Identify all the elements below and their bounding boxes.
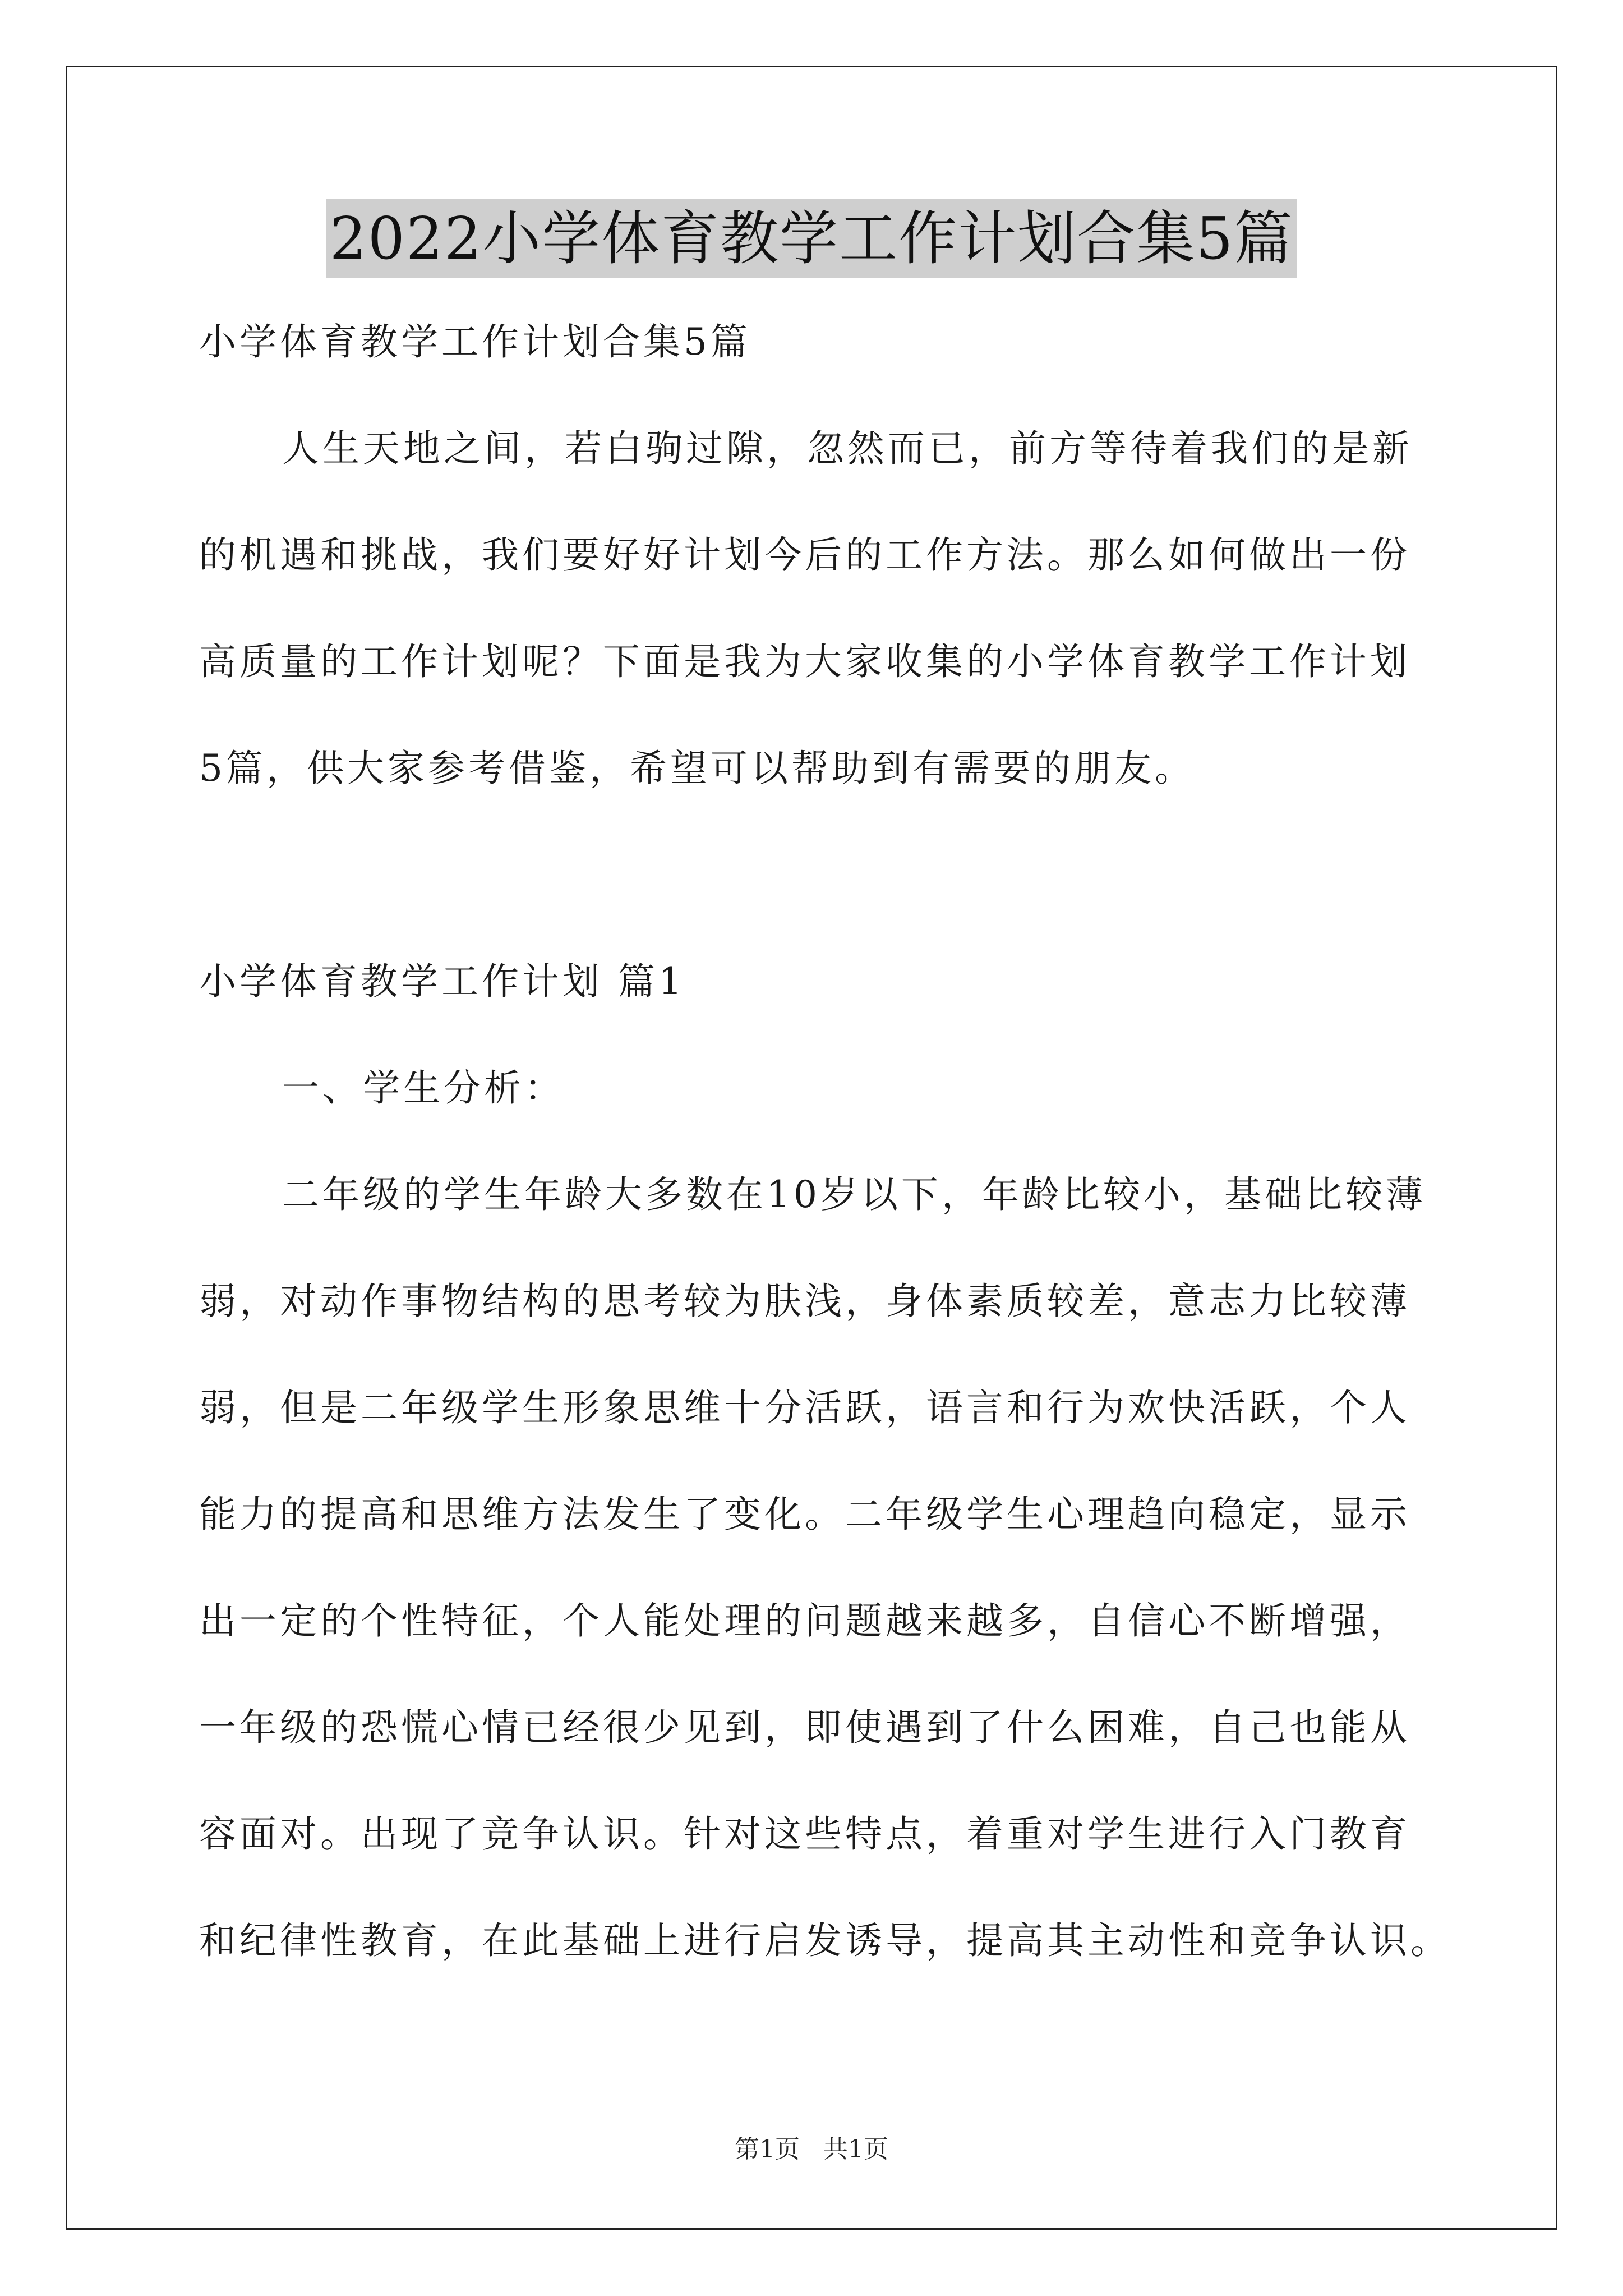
subsection-heading: 一、学生分析：: [282, 1066, 565, 1110]
paragraph-line: 高质量的工作计划呢？下面是我为大家收集的小学体育教学工作计划: [199, 640, 1410, 683]
paragraph-line: 弱，对动作事物结构的思考较为肤浅，身体素质较差，意志力比较薄: [199, 1280, 1410, 1323]
paragraph-line: 容面对。出现了竞争认识。针对这些特点，着重对学生进行入门教育: [199, 1812, 1410, 1856]
paragraph-line: 出一定的个性特征，个人能处理的问题越来越多，自信心不断增强，: [199, 1599, 1410, 1642]
paragraph-line: 能力的提高和思维方法发生了变化。二年级学生心理趋向稳定，显示: [199, 1493, 1410, 1536]
paragraph-line: 5篇，供大家参考借鉴，希望可以帮助到有需要的朋友。: [199, 747, 1195, 790]
document-title: 2022小学体育教学工作计划合集5篇: [326, 199, 1297, 278]
paragraph-line: 和纪律性教育，在此基础上进行启发诱导，提高其主动性和竞争认识。: [199, 1919, 1451, 1962]
paragraph-line: 弱，但是二年级学生形象思维十分活跃，语言和行为欢快活跃，个人: [199, 1386, 1410, 1429]
section-heading: 小学体育教学工作计划 篇1: [199, 960, 685, 1003]
paragraph-line: 一年级的恐慌心情已经很少见到，即使遇到了什么困难，自己也能从: [199, 1706, 1410, 1749]
subtitle-line: 小学体育教学工作计划合集5篇: [199, 320, 751, 364]
paragraph-line: 二年级的学生年龄大多数在10岁以下，年龄比较小，基础比较薄: [282, 1173, 1426, 1216]
page-footer: 第1页 共1页: [735, 2135, 888, 2164]
paragraph-line: 的机遇和挑战，我们要好好计划今后的工作方法。那么如何做出一份: [199, 533, 1410, 577]
title-container: [0, 199, 1623, 278]
page-border: [66, 66, 1557, 2230]
paragraph-line: 人生天地之间，若白驹过隙，忽然而已，前方等待着我们的是新: [282, 427, 1413, 470]
